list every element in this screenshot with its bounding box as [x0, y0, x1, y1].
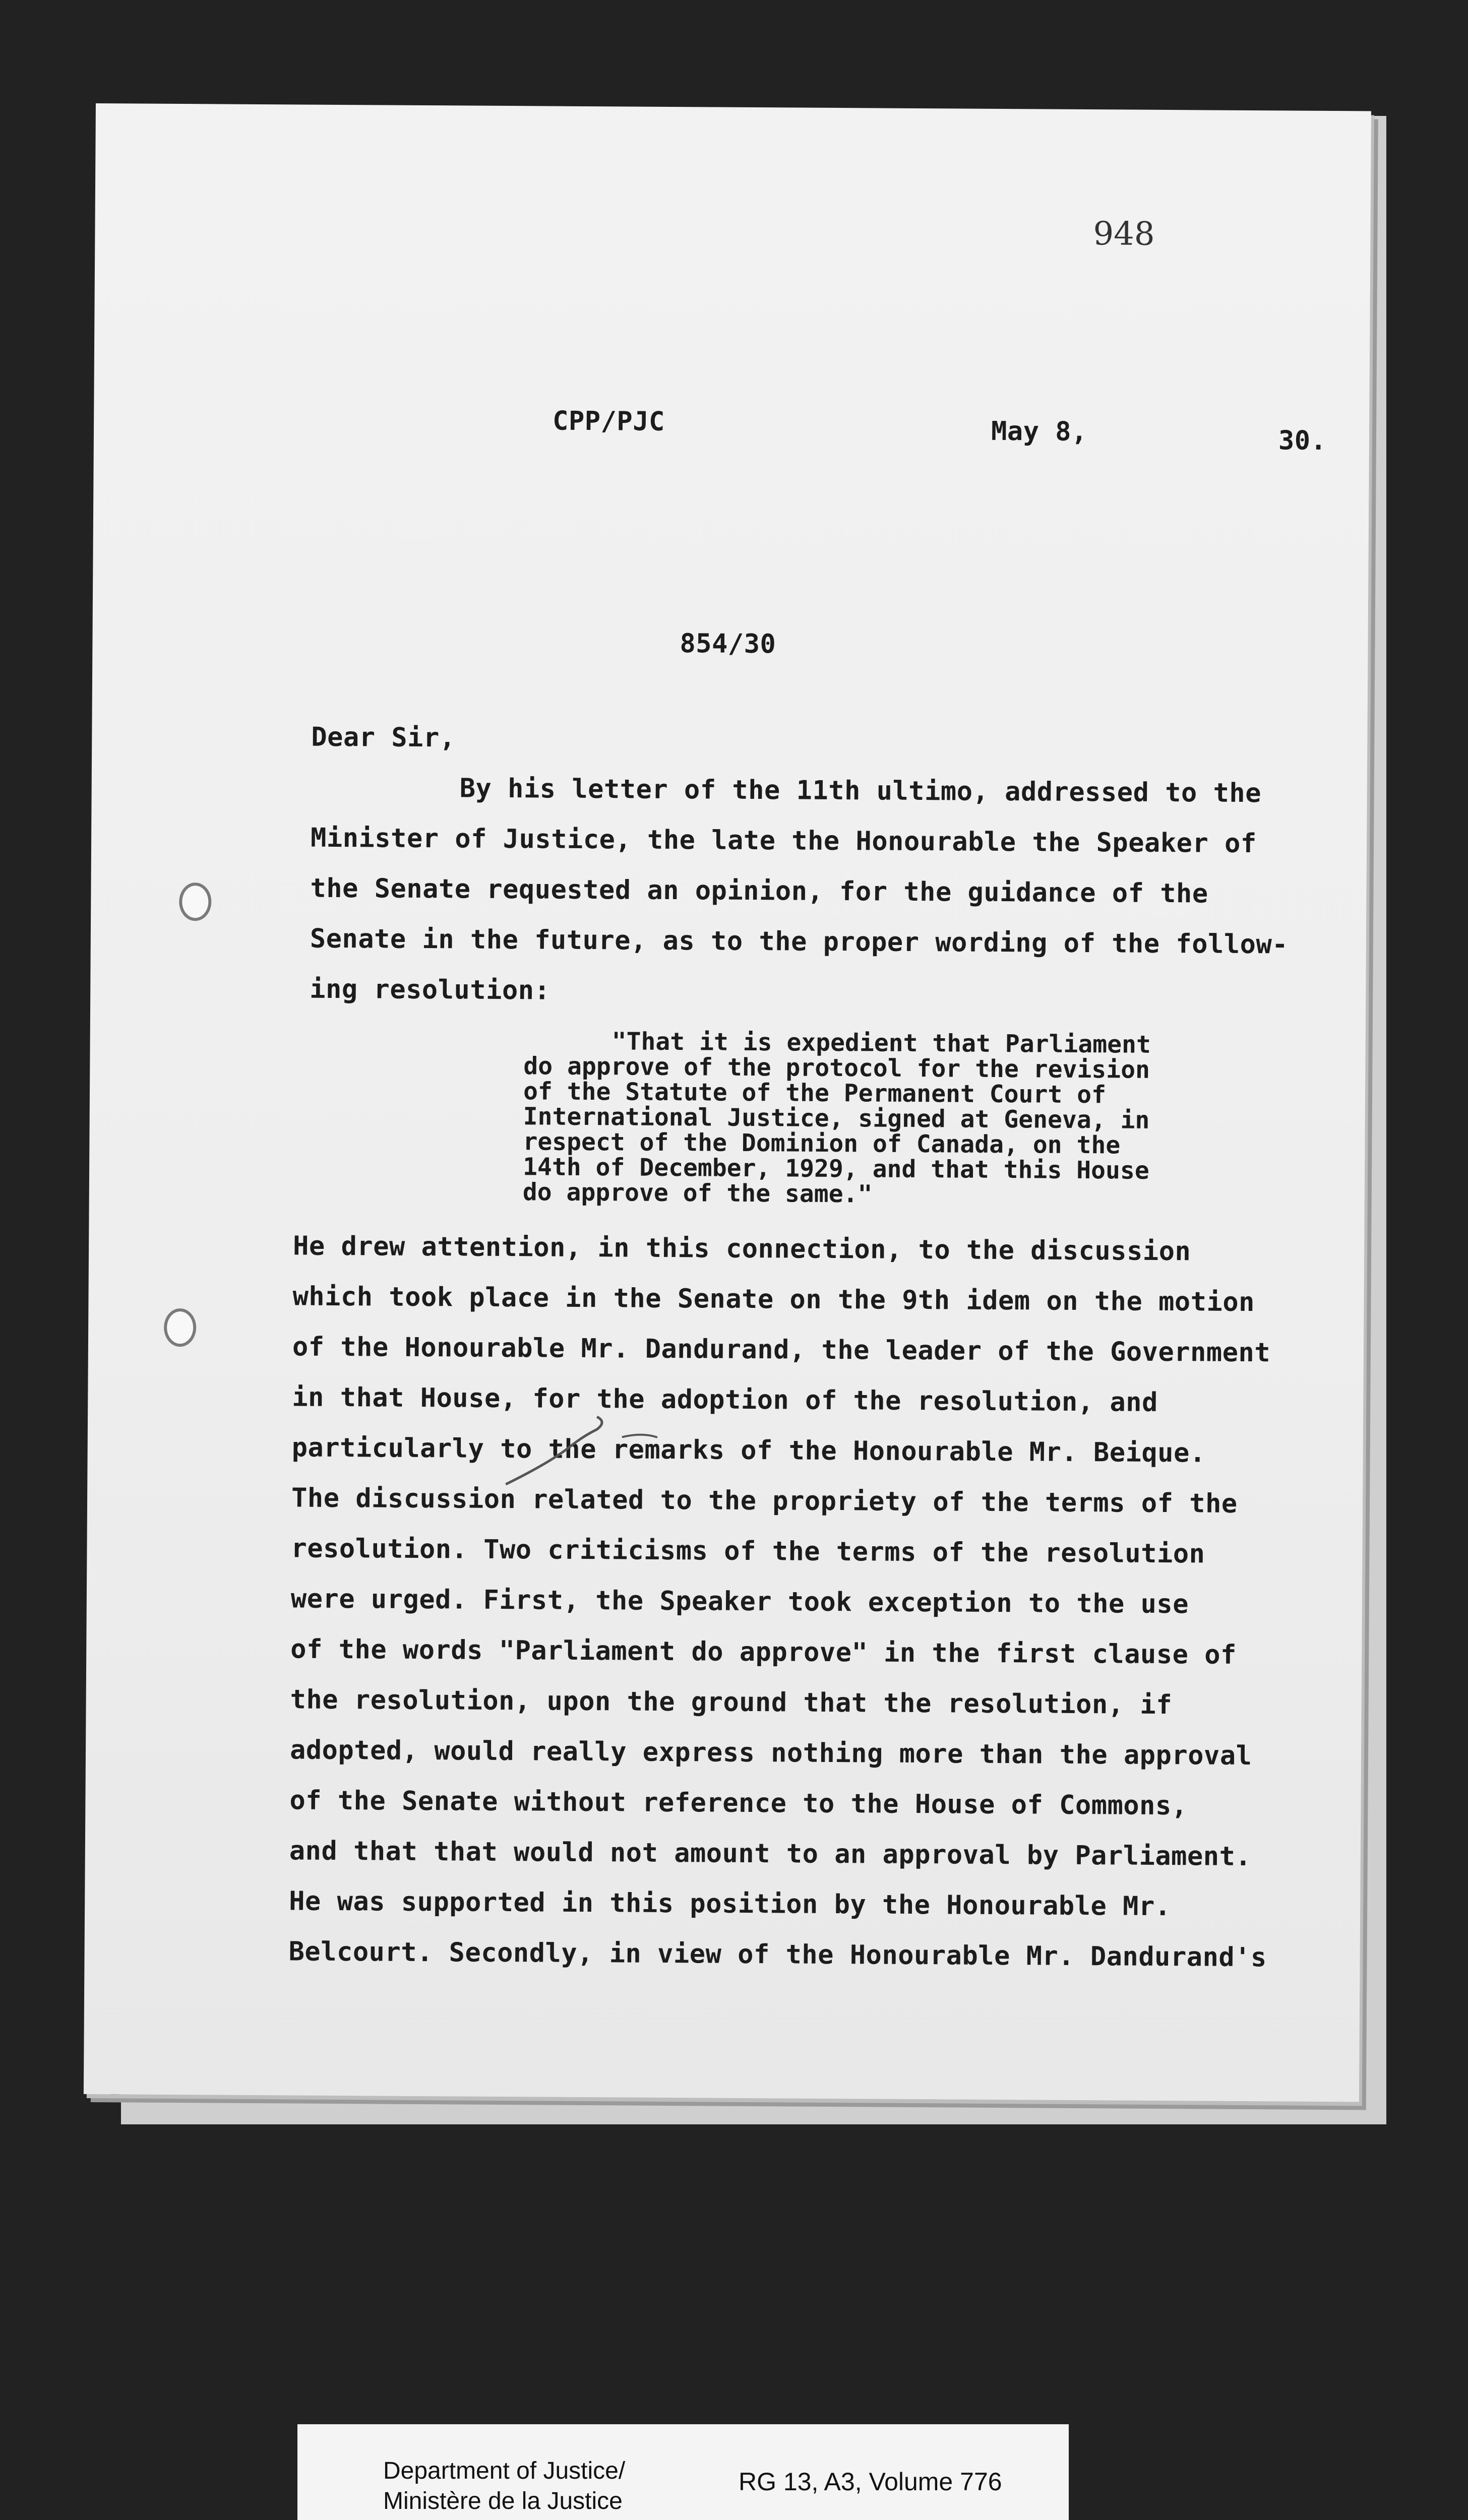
paragraph-2-line: of the Honourable Mr. Dandurand, the leader of the Government	[292, 1332, 1271, 1368]
quotation-line: respect of the Dominion of Canada, on the	[523, 1127, 1121, 1160]
paragraph-1-line: ing resolution:	[310, 974, 550, 1006]
paragraph-1-line: By his letter of the 11th ultimo, addressed to the	[459, 773, 1262, 809]
paragraph-2-line: adopted, would really express nothing more than the approval	[289, 1735, 1252, 1772]
punch-hole-icon	[164, 1308, 196, 1347]
paragraph-2-line: Belcourt. Secondly, in view of the Honourable Mr. Dandurand's	[288, 1936, 1267, 1973]
archive-volume-reference: RG 13, A3, Volume 776	[739, 2468, 1002, 2496]
punch-hole-icon	[179, 883, 211, 921]
reference-initials: CPP/PJC	[552, 406, 665, 437]
quotation-line: International Justice, signed at Geneva, in	[523, 1102, 1150, 1135]
letter-date: May 8,	[991, 416, 1088, 448]
quotation-line: of the Statute of the Permanent Court of	[523, 1077, 1107, 1109]
letter-year: 30.	[1278, 425, 1327, 456]
quotation-line: do approve of the same."	[522, 1178, 873, 1209]
salutation: Dear Sir,	[311, 722, 456, 753]
paragraph-2-line: He was supported in this position by the Honourable Mr.	[289, 1886, 1171, 1922]
paragraph-2-line: the resolution, upon the ground that the resolution, if	[290, 1684, 1173, 1721]
quotation-line: 14th of December, 1929, and that this House	[522, 1153, 1149, 1185]
page-number: 948	[1093, 215, 1155, 253]
paragraph-2-line: in that House, for the adoption of the resolution, and	[292, 1382, 1158, 1418]
paragraph-2-line: of the Senate without reference to the House of Commons,	[289, 1785, 1188, 1821]
paragraph-2-line: of the words "Parliament do approve" in the first clause of	[290, 1634, 1237, 1670]
paragraph-2-line: resolution. Two criticisms of the terms of the resolution	[291, 1533, 1205, 1569]
paragraph-2-line: The discussion related to the propriety of the terms of the	[291, 1483, 1238, 1519]
paragraph-2-line: which took place in the Senate on the 9th idem on the motion	[292, 1281, 1255, 1318]
paragraph-2-line: particularly to the remarks of the Honourable Mr. Beique.	[291, 1432, 1206, 1469]
quotation-line: "That it is expedient that Parliament	[611, 1027, 1151, 1059]
paragraph-1-line: Minister of Justice, the late the Honourable the Speaker of	[310, 823, 1257, 859]
paragraph-2-line: were urged. First, the Speaker took exception to the use	[290, 1584, 1189, 1620]
archive-reference-label	[297, 2424, 1069, 2520]
department-english: Department of Justice/	[383, 2458, 626, 2484]
paragraph-1-line: the Senate requested an opinion, for the guidance of the	[310, 873, 1208, 909]
file-number: 854/30	[680, 628, 776, 660]
department-french: Ministère de la Justice	[383, 2488, 623, 2514]
pencil-mark-icon	[470, 1406, 672, 1488]
paragraph-1-line: Senate in the future, as to the proper wording of the follow-	[310, 923, 1289, 960]
quotation-line: do approve of the protocol for the revision	[523, 1052, 1150, 1084]
letter-page	[84, 103, 1371, 2102]
paragraph-2-line: He drew attention, in this connection, to the discussion	[292, 1231, 1191, 1267]
paragraph-2-line: and that that would not amount to an approval by Parliament.	[289, 1836, 1252, 1872]
